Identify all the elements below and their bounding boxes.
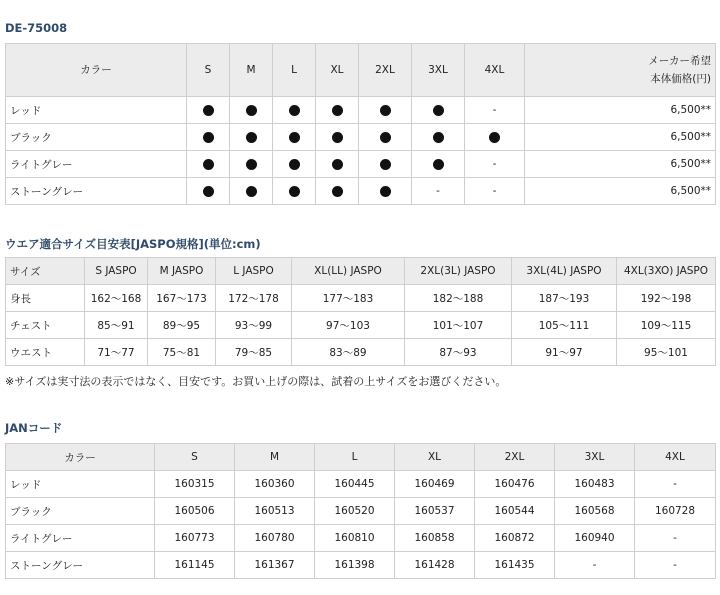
jan-code-cell: 160469 — [395, 471, 475, 498]
color-header: カラー — [6, 44, 187, 97]
jan-code-cell: - — [635, 525, 716, 552]
measurement-value: 91〜97 — [512, 339, 617, 366]
measurement-value: 192〜198 — [617, 285, 716, 312]
available-dot-icon — [380, 105, 391, 116]
color-availability-table — [5, 43, 716, 205]
table-row — [6, 97, 716, 124]
color-name-cell: レッド — [6, 471, 155, 498]
jan-code-cell: 161367 — [235, 552, 315, 579]
jan-code-cell: 160513 — [235, 498, 315, 525]
availability-cell — [359, 178, 412, 205]
availability-cell — [273, 97, 316, 124]
jan-code-cell: 160568 — [555, 498, 635, 525]
table-row — [6, 151, 716, 178]
color-header: カラー — [6, 444, 155, 471]
unavailable-mark: - — [492, 158, 497, 170]
jan-table-title: JANコード — [5, 421, 63, 435]
table-row — [6, 471, 716, 498]
availability-cell — [359, 151, 412, 178]
measurement-value: 95〜101 — [617, 339, 716, 366]
availability-cell — [273, 124, 316, 151]
availability-cell — [465, 97, 525, 124]
price-cell: 6,500** — [525, 97, 716, 124]
measurement-value: 93〜99 — [216, 312, 292, 339]
availability-cell — [316, 151, 359, 178]
size-header: XL — [316, 44, 359, 97]
available-dot-icon — [203, 186, 214, 197]
jan-code-cell: 161428 — [395, 552, 475, 579]
jan-code-cell: 161398 — [315, 552, 395, 579]
measurement-value: 101〜107 — [405, 312, 512, 339]
availability-cell — [412, 124, 465, 151]
measurement-value: 97〜103 — [292, 312, 405, 339]
available-dot-icon — [246, 186, 257, 197]
jaspo-size-header: 4XL(3XO) JASPO — [617, 258, 716, 285]
availability-cell — [273, 178, 316, 205]
availability-cell — [187, 124, 230, 151]
available-dot-icon — [332, 132, 343, 143]
available-dot-icon — [203, 132, 214, 143]
size-header: S — [187, 44, 230, 97]
availability-cell — [465, 178, 525, 205]
size-header: L — [273, 44, 316, 97]
jan-code-cell: 160483 — [555, 471, 635, 498]
size-guide-table — [5, 257, 716, 366]
availability-cell — [187, 178, 230, 205]
table-row — [6, 312, 716, 339]
jan-code-cell: 160445 — [315, 471, 395, 498]
color-name-cell: レッド — [6, 97, 187, 124]
available-dot-icon — [289, 186, 300, 197]
jan-code-cell: 160728 — [635, 498, 716, 525]
table-row — [6, 339, 716, 366]
size-header: S — [155, 444, 235, 471]
jan-code-cell: 160537 — [395, 498, 475, 525]
available-dot-icon — [380, 159, 391, 170]
availability-cell — [273, 151, 316, 178]
measurement-value: 167〜173 — [148, 285, 216, 312]
available-dot-icon — [380, 186, 391, 197]
price-cell: 6,500** — [525, 151, 716, 178]
table-header-row — [6, 444, 716, 471]
color-name-cell: ストーングレー — [6, 178, 187, 205]
size-header: 2XL — [475, 444, 555, 471]
availability-cell — [187, 97, 230, 124]
jaspo-size-header: 3XL(4L) JASPO — [512, 258, 617, 285]
available-dot-icon — [433, 159, 444, 170]
measurement-value: 187〜193 — [512, 285, 617, 312]
price-cell: 6,500** — [525, 178, 716, 205]
jan-code-cell: - — [555, 552, 635, 579]
availability-cell — [359, 124, 412, 151]
jan-code-cell: - — [635, 552, 716, 579]
measurement-value: 71〜77 — [85, 339, 148, 366]
size-header: 4XL — [465, 44, 525, 97]
table-header-row — [6, 44, 716, 97]
measurement-value: 182〜188 — [405, 285, 512, 312]
availability-cell — [230, 97, 273, 124]
jan-code-cell: 160360 — [235, 471, 315, 498]
size-header: 3XL — [412, 44, 465, 97]
availability-cell — [412, 97, 465, 124]
measurement-value: 162〜168 — [85, 285, 148, 312]
measurement-value: 89〜95 — [148, 312, 216, 339]
available-dot-icon — [332, 159, 343, 170]
product-code: DE-75008 — [5, 21, 68, 35]
jan-code-cell: 161145 — [155, 552, 235, 579]
availability-cell — [230, 178, 273, 205]
jan-code-cell: 160506 — [155, 498, 235, 525]
availability-cell — [316, 124, 359, 151]
availability-cell — [187, 151, 230, 178]
availability-cell — [465, 151, 525, 178]
jan-code-cell: 160858 — [395, 525, 475, 552]
availability-cell — [230, 124, 273, 151]
table-row — [6, 285, 716, 312]
jan-code-table — [5, 443, 716, 579]
price-cell: 6,500** — [525, 124, 716, 151]
measurement-value: 109〜115 — [617, 312, 716, 339]
jan-code-cell: 160476 — [475, 471, 555, 498]
table-row — [6, 525, 716, 552]
measurement-value: 79〜85 — [216, 339, 292, 366]
jaspo-size-header: XL(LL) JASPO — [292, 258, 405, 285]
size-header: 4XL — [635, 444, 716, 471]
measurement-value: 105〜111 — [512, 312, 617, 339]
measurement-value: 177〜183 — [292, 285, 405, 312]
available-dot-icon — [203, 159, 214, 170]
measurement-value: 75〜81 — [148, 339, 216, 366]
jan-code-cell: 160940 — [555, 525, 635, 552]
availability-cell — [412, 151, 465, 178]
jan-code-cell: 160780 — [235, 525, 315, 552]
availability-cell — [316, 178, 359, 205]
color-name-cell: ライトグレー — [6, 151, 187, 178]
available-dot-icon — [289, 105, 300, 116]
available-dot-icon — [289, 132, 300, 143]
available-dot-icon — [433, 132, 444, 143]
table-row — [6, 124, 716, 151]
availability-cell — [412, 178, 465, 205]
unavailable-mark: - — [492, 104, 497, 116]
available-dot-icon — [246, 159, 257, 170]
measurement-value: 172〜178 — [216, 285, 292, 312]
unavailable-mark: - — [492, 185, 497, 197]
available-dot-icon — [289, 159, 300, 170]
availability-cell — [230, 151, 273, 178]
price-header — [525, 44, 716, 97]
available-dot-icon — [332, 105, 343, 116]
jan-code-cell: 161435 — [475, 552, 555, 579]
jan-code-cell: 160810 — [315, 525, 395, 552]
jan-code-cell: 160872 — [475, 525, 555, 552]
size-header: M — [235, 444, 315, 471]
available-dot-icon — [332, 186, 343, 197]
jan-code-cell: 160773 — [155, 525, 235, 552]
jaspo-size-header: M JASPO — [148, 258, 216, 285]
unavailable-mark: - — [436, 185, 440, 197]
table-row — [6, 178, 716, 205]
jaspo-size-header: S JASPO — [85, 258, 148, 285]
size-note: ※サイズは実寸法の表示ではなく、目安です。お買い上げの際は、試着の上サイズをお選びください。 — [5, 375, 507, 388]
jaspo-size-header: 2XL(3L) JASPO — [405, 258, 512, 285]
size-header: M — [230, 44, 273, 97]
color-name-cell: ブラック — [6, 124, 187, 151]
jaspo-size-header: L JASPO — [216, 258, 292, 285]
available-dot-icon — [246, 105, 257, 116]
availability-cell — [316, 97, 359, 124]
table-row — [6, 498, 716, 525]
table-row — [6, 552, 716, 579]
measurement-value: 85〜91 — [85, 312, 148, 339]
color-name-cell: ライトグレー — [6, 525, 155, 552]
price-header-line1: メーカー希望 — [648, 55, 711, 67]
jan-code-cell: 160544 — [475, 498, 555, 525]
availability-cell — [359, 97, 412, 124]
measurement-label: 身長 — [6, 285, 85, 312]
size-table-title: ウエア適合サイズ目安表[JASPO規格](単位:cm) — [5, 237, 261, 251]
size-header: L — [315, 444, 395, 471]
available-dot-icon — [380, 132, 391, 143]
measurement-value: 87〜93 — [405, 339, 512, 366]
available-dot-icon — [246, 132, 257, 143]
jan-code-cell: - — [635, 471, 716, 498]
size-header: XL — [395, 444, 475, 471]
measurement-label: チェスト — [6, 312, 85, 339]
size-header: 3XL — [555, 444, 635, 471]
color-name-cell: ストーングレー — [6, 552, 155, 579]
available-dot-icon — [489, 132, 500, 143]
price-header-line2: 本体価格(円) — [650, 73, 711, 85]
jan-code-cell: 160315 — [155, 471, 235, 498]
size-header: 2XL — [359, 44, 412, 97]
size-corner-header: サイズ — [6, 258, 85, 285]
available-dot-icon — [433, 105, 444, 116]
availability-cell — [465, 124, 525, 151]
jan-code-cell: 160520 — [315, 498, 395, 525]
measurement-label: ウエスト — [6, 339, 85, 366]
color-name-cell: ブラック — [6, 498, 155, 525]
measurement-value: 83〜89 — [292, 339, 405, 366]
available-dot-icon — [203, 105, 214, 116]
table-header-row — [6, 258, 716, 285]
